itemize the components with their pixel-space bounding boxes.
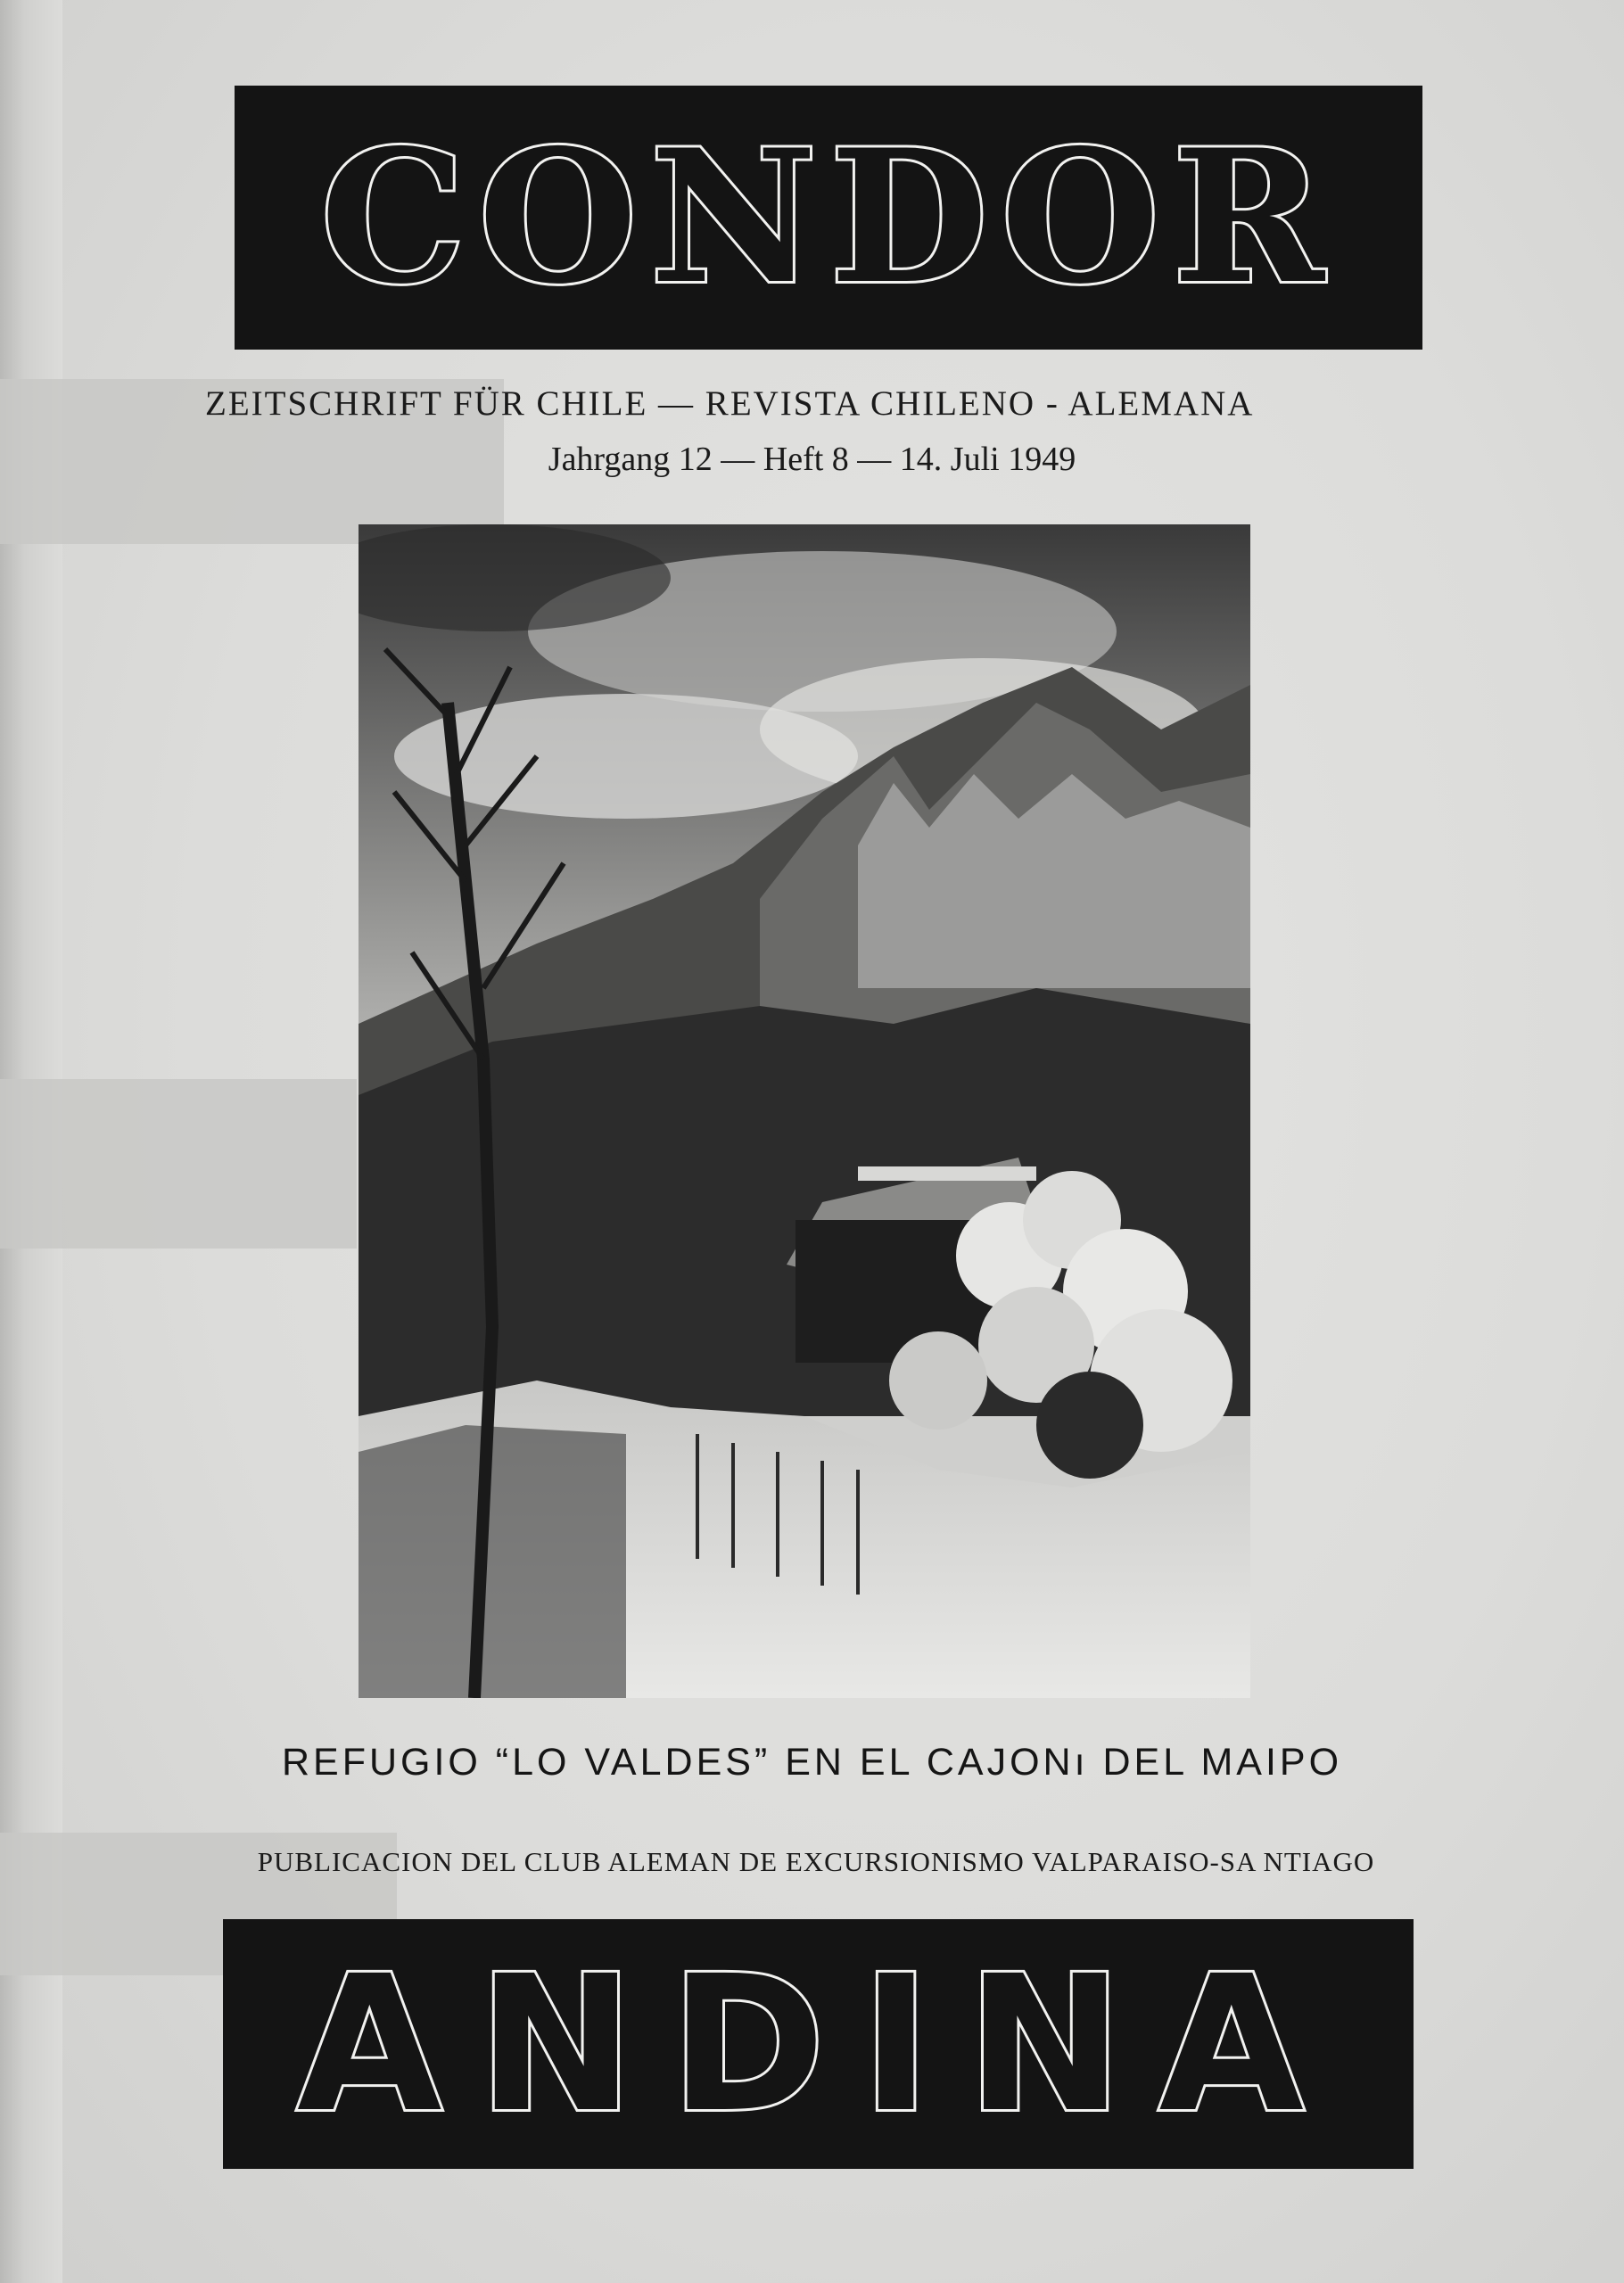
cover-caption: REFUGIO “LO VALDES” EN EL CAJONı DEL MAIPO — [281, 1741, 1343, 1784]
tape-strip — [0, 1079, 357, 1249]
footer-banner — [223, 1919, 1414, 2169]
footer-title: ANDINA — [296, 1934, 1340, 2154]
publisher-line: PUBLICACION DEL CLUB ALEMAN DE EXCURSIONISMO VALPARAISO-SA NTIAGO — [257, 1846, 1375, 1877]
issue-line: Jahrgang 12 — Heft 8 — 14. Juli 1949 — [548, 441, 1076, 478]
mountain-hut-photo — [359, 524, 1250, 1698]
masthead-banner — [235, 86, 1422, 350]
cover-photo — [359, 524, 1250, 1698]
masthead-subtitle: ZEITSCHRIFT FÜR CHILE — REVISTA CHILENO - ALEMANA — [205, 384, 1255, 423]
masthead-title: CONDOR — [320, 111, 1337, 325]
